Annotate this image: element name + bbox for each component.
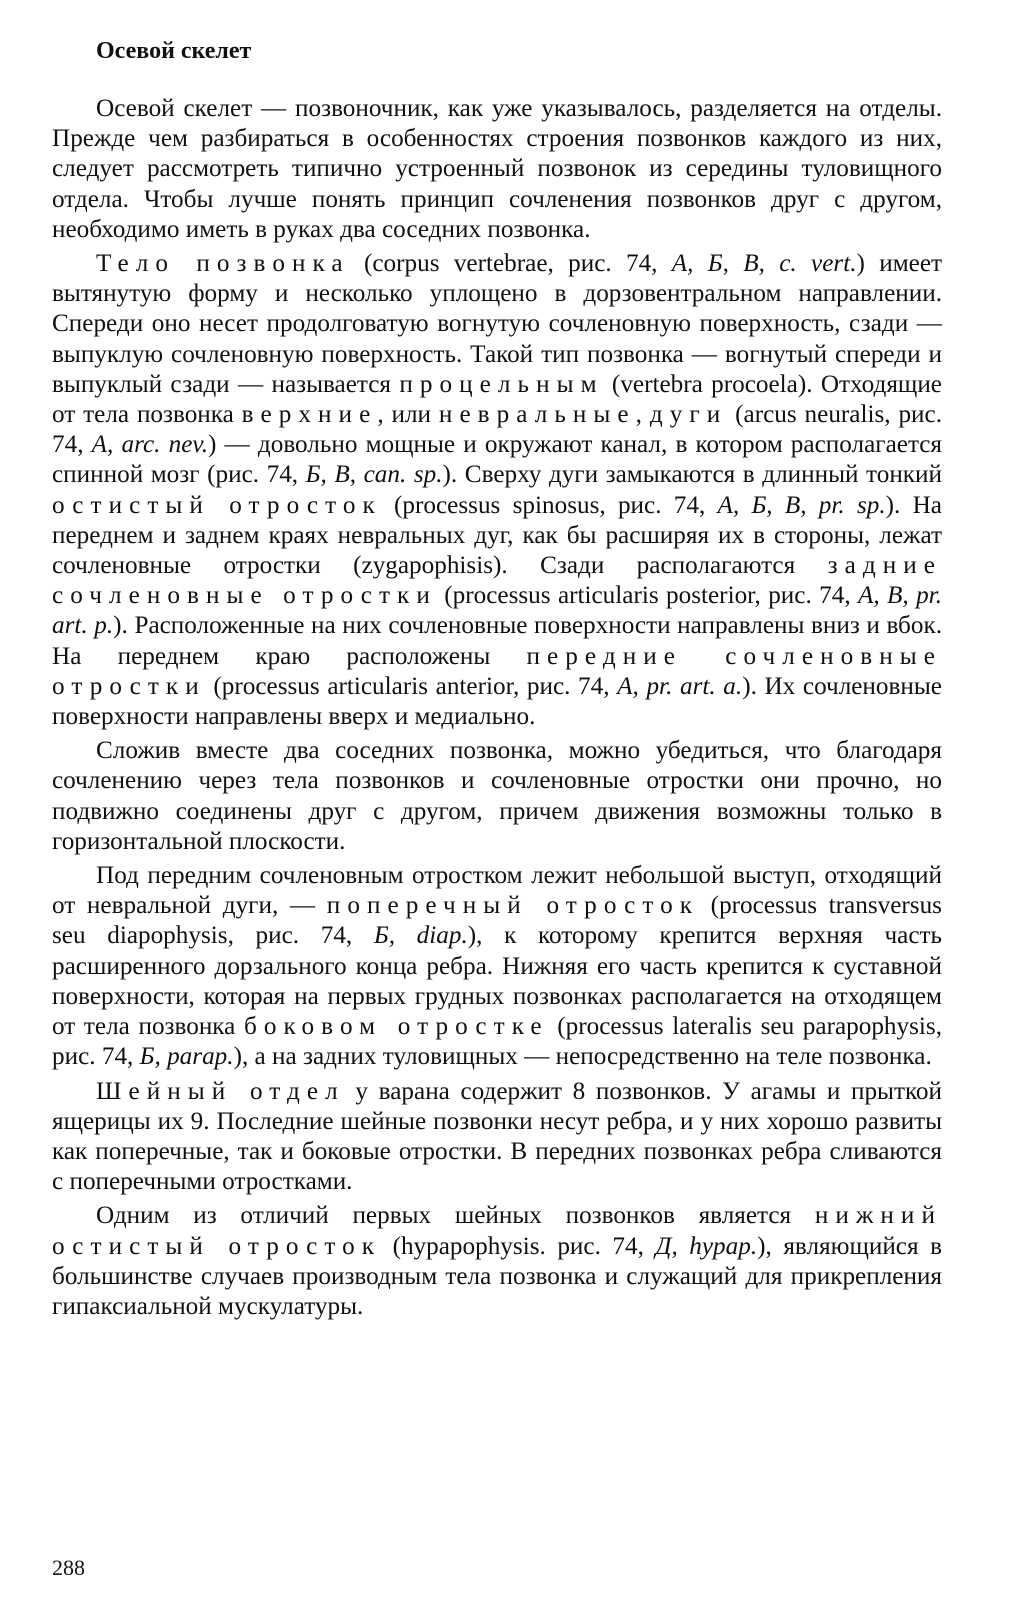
figure-ref: А, Б, В, c. vert. xyxy=(671,250,857,278)
text-run: Под передним сочленовным отростком лежит небольшой выступ, отходящий от невральной дуги, — xyxy=(52,862,942,920)
text-run: ). Расположенные на них сочленовные поверхности направлены вниз и вбок. На переднем краю расположены xyxy=(52,612,942,670)
spaced-term: Шейный отдел xyxy=(96,1077,345,1105)
text-run: ), а на задних туловищных — непосредственно на теле позвонка. xyxy=(233,1043,932,1071)
paragraphs xyxy=(52,94,942,1322)
spaced-term: поперечный отросток xyxy=(326,892,700,920)
spaced-term: Тело позвонка xyxy=(96,250,350,278)
spaced-term: передние сочленовные отростки xyxy=(52,642,943,700)
spaced-term: дуги xyxy=(649,401,728,429)
paragraph xyxy=(52,861,942,1072)
text-run: (hypapophysis. рис. 74, xyxy=(381,1232,656,1260)
text-run: (vertebra procoela). Отходящие от тела позвонка xyxy=(52,370,942,429)
spaced-term: невральные xyxy=(438,401,636,429)
text-run: Осевой скелет — позвоночник, как уже указывалось, разделяется на отделы. Прежде чем разбираться в особенностях строения позвонков каждого из них, следует рассмотреть типично устроенный позвонок из середины туловищного отдела. Чтобы лучше понять принцип сочленения позвонков друг с другом, необходимо иметь в руках два соседних позвонка. xyxy=(52,95,942,243)
text-run: , или xyxy=(377,401,439,429)
spaced-term: боковом отростке xyxy=(243,1013,549,1041)
spaced-term: верхние xyxy=(241,401,378,429)
spaced-term: остистый отросток xyxy=(52,491,382,519)
figure-ref: Б, parap. xyxy=(139,1043,234,1071)
text-run: ). Сверху дуги замыкаются в длинный тонкий xyxy=(442,461,942,489)
text-run: у варана содержит 8 позвонков. У агамы и прыткой ящерицы их 9. Последние шейные позвонки несут ребра, и у них хорошо развиты как поперечные, так и боковые отростки. В передних позвонках ребра сливаются с поперечными отростками. xyxy=(52,1077,942,1196)
text-run: Сложив вместе два соседних позвонка, можно убедиться, что благодаря сочленению через тела позвонков и сочленовные отростки они прочно, но подвижно соединены друг с другом, причем движения возможны только в горизонтальной плоскости. xyxy=(52,737,942,855)
paragraph xyxy=(52,94,942,245)
text-run: ), являющийся в большинстве случаев производным тела позвонка и служащий для прикрепления гипаксиальной мускулатуры. xyxy=(52,1232,942,1320)
text-run: ) имеет вытянутую форму и несколько уплощено в дорзовентральном направлении. Спереди оно несет продолговатую вогнутую сочленовную поверхность, сзади — выпуклую сочленовную поверхность. Такой тип позвонка — вогнутый спереди и выпуклый сзади — называется xyxy=(52,250,943,398)
figure-ref: Б, В, can. sp. xyxy=(305,461,443,489)
paragraph xyxy=(52,249,942,732)
figure-ref: Б, diap. xyxy=(373,922,468,950)
text-run: ). На переднем и заднем краях невральных дуг, как бы расширяя их в стороны, лежат сочленовные отростки (zygapophisis). Сзади располагаются xyxy=(52,491,942,580)
page-body xyxy=(52,36,942,1326)
text-run: (processus lateralis seu parapophysis, рис. 74, xyxy=(52,1013,943,1071)
text-run: ) — довольно мощные и окружают канал, в котором располагается спинной мозг (рис. 74, xyxy=(52,431,943,489)
text-run: (processus transversus seu diapophysis, рис. 74, xyxy=(52,892,942,950)
text-run: ). Их сочленовные поверхности направлены вверх и медиально. xyxy=(52,672,942,731)
figure-ref: А, Б, В, pr. sp. xyxy=(717,491,886,519)
text-run: (corpus vertebrae, рис. 74, xyxy=(349,250,672,278)
text-run: (arcus neuralis, рис. 74, xyxy=(52,401,943,459)
paragraph xyxy=(52,736,942,857)
text-run: (processus articularis posterior, рис. 74, xyxy=(436,582,858,610)
spaced-term: задние сочленовные отростки xyxy=(52,552,942,610)
text-run: , xyxy=(635,401,650,429)
paragraph xyxy=(52,1077,942,1198)
spaced-term: нижний остистый отросток xyxy=(52,1202,942,1260)
figure-ref: А, pr. art. a. xyxy=(617,672,743,700)
section-heading: Осевой скелет xyxy=(96,38,252,64)
text-run: Одним из отличий первых шейных позвонков является xyxy=(96,1202,815,1230)
figure-ref: А, В, pr. art. p. xyxy=(52,582,942,640)
figure-ref: А, arc. nev. xyxy=(91,431,208,459)
text-run: (processus spinosus, рис. 74, xyxy=(381,491,718,519)
page-number: 288 xyxy=(52,1555,85,1580)
text-run: ), к которому крепится верхняя часть расширенного дорзального конца ребра. Нижняя его часть крепится к суставной поверхности, которая на первых грудных позвонках располагается на отходящем от тела позвонка xyxy=(52,922,943,1041)
figure-ref: Д, hypap. xyxy=(655,1232,758,1260)
paragraph xyxy=(52,1201,942,1322)
text-run: (processus articularis anterior, рис. 74, xyxy=(205,672,618,700)
spaced-term: процельным xyxy=(399,370,604,398)
